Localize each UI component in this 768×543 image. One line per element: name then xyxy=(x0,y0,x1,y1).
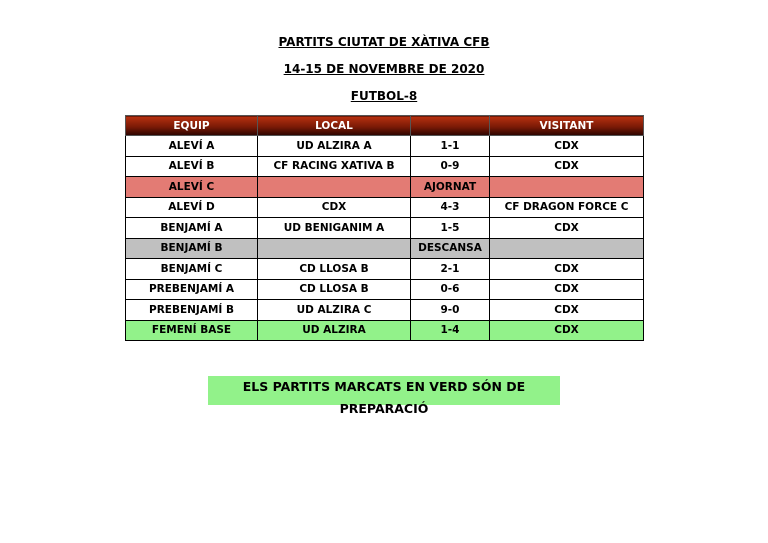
local-cell: CD LLOSA B xyxy=(258,259,411,280)
visitor-cell: CDX xyxy=(490,218,644,239)
matches-table xyxy=(125,115,644,341)
local-cell: CDX xyxy=(258,197,411,218)
team-cell: BENJAMÍ C xyxy=(126,259,258,280)
table-header-row xyxy=(126,116,644,136)
local-cell xyxy=(258,177,411,198)
table-row xyxy=(126,218,644,239)
page-title: PARTITS CIUTAT DE XÀTIVA CFB xyxy=(278,35,490,49)
table-row xyxy=(126,136,644,157)
local-cell: UD ALZIRA C xyxy=(258,300,411,321)
visitor-cell: CDX xyxy=(490,320,644,341)
local-cell: CF RACING XATIVA B xyxy=(258,156,411,177)
result-cell: 9-0 xyxy=(411,300,490,321)
result-cell: 0-6 xyxy=(411,279,490,300)
result-cell: AJORNAT xyxy=(411,177,490,198)
visitor-cell: CDX xyxy=(490,136,644,157)
local-cell: CD LLOSA B xyxy=(258,279,411,300)
result-cell: 4-3 xyxy=(411,197,490,218)
local-cell: UD ALZIRA xyxy=(258,320,411,341)
team-cell: PREBENJAMÍ B xyxy=(126,300,258,321)
table-row-preparation xyxy=(126,320,644,341)
date-subtitle: 14-15 DE NOVEMBRE DE 2020 xyxy=(283,62,485,76)
result-cell: 1-1 xyxy=(411,136,490,157)
table-row xyxy=(126,259,644,280)
local-cell xyxy=(258,238,411,259)
category-subtitle: FUTBOL-8 xyxy=(350,89,418,103)
visitor-cell: CDX xyxy=(490,156,644,177)
local-cell: UD BENIGANIM A xyxy=(258,218,411,239)
visitor-cell: CDX xyxy=(490,259,644,280)
result-cell: 1-4 xyxy=(411,320,490,341)
team-cell: BENJAMÍ A xyxy=(126,218,258,239)
table-row xyxy=(126,300,644,321)
visitor-cell: CF DRAGON FORCE C xyxy=(490,197,644,218)
team-cell: ALEVÍ C xyxy=(126,177,258,198)
team-cell: ALEVÍ A xyxy=(126,136,258,157)
column-header-team: EQUIP xyxy=(126,116,258,136)
visitor-cell xyxy=(490,238,644,259)
column-header-visitor: VISITANT xyxy=(490,116,644,136)
table-row xyxy=(126,197,644,218)
table-row xyxy=(126,156,644,177)
visitor-cell xyxy=(490,177,644,198)
visitor-cell: CDX xyxy=(490,300,644,321)
team-cell: FEMENÍ BASE xyxy=(126,320,258,341)
team-cell: ALEVÍ D xyxy=(126,197,258,218)
team-cell: PREBENJAMÍ A xyxy=(126,279,258,300)
column-header-local: LOCAL xyxy=(258,116,411,136)
result-cell: 1-5 xyxy=(411,218,490,239)
result-cell: 0-9 xyxy=(411,156,490,177)
table-row-postponed xyxy=(126,177,644,198)
column-header-result xyxy=(411,116,490,136)
table-row-rest xyxy=(126,238,644,259)
result-cell: 2-1 xyxy=(411,259,490,280)
local-cell: UD ALZIRA A xyxy=(258,136,411,157)
preparation-note: ELS PARTITS MARCATS EN VERD SÓN DE PREPARACIÓ xyxy=(208,376,560,405)
team-cell: ALEVÍ B xyxy=(126,156,258,177)
visitor-cell: CDX xyxy=(490,279,644,300)
table-row xyxy=(126,279,644,300)
result-cell: DESCANSA xyxy=(411,238,490,259)
team-cell: BENJAMÍ B xyxy=(126,238,258,259)
